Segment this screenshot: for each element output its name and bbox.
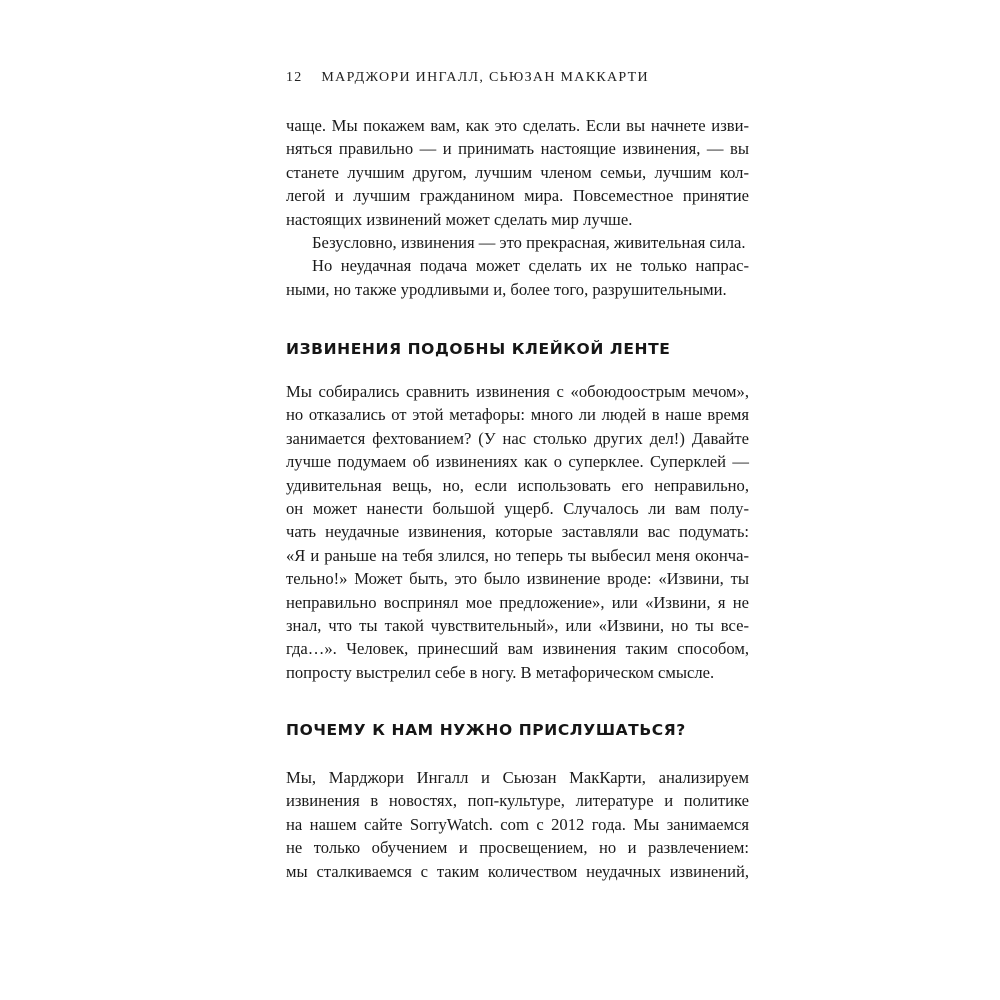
running-head-authors: МАРДЖОРИ ИНГАЛЛ, СЬЮЗАН МАККАРТИ [321, 70, 649, 85]
text-line: чаще. Мы покажем вам, как это сделать. Если вы начнете изви- [286, 116, 749, 135]
opening-text [286, 114, 749, 301]
text-line: лучше подумаем об извинениях как о суперклее. Суперклей — [286, 452, 749, 472]
text-line: на нашем сайте SorryWatch. com с 2012 года. Мы занимаемся [286, 814, 749, 834]
text-line: попросту выстрелил себе в ногу. В метафорическом смысле. [286, 662, 715, 682]
section-heading-why-listen: ПОЧЕМУ К НАМ НУЖНО ПРИСЛУШАТЬСЯ? [286, 721, 686, 739]
text-line: он может нанести большой ущерб. Случалось ли вам полу- [286, 498, 749, 518]
page-number: 12 [286, 70, 303, 85]
text-line: тельно!» Может быть, это было извинение вроде: «Извини, ты [286, 569, 749, 589]
section-why-listen-text [286, 766, 749, 883]
text-line: станете лучшим другом, лучшим членом семьи, лучшим кол- [286, 162, 749, 182]
text-line: гда…». Человек, принесший вам извинения таким способом, [286, 639, 749, 659]
section-tape-text [286, 380, 749, 684]
text-line: неправильно воспринял мое предложение», или «Извини, я не [286, 592, 749, 612]
text-line: знал, что ты такой чувствительный», или «Извини, но ты все- [286, 615, 749, 635]
text-line: Безусловно, извинения — это прекрасная, живительная сила. [312, 232, 746, 252]
text-line: занимается фехтованием? (У нас столько других дел!) Давайте [286, 428, 749, 448]
running-head [286, 70, 649, 86]
text-line: чать неудачные извинения, которые заставляли вас подумать: [286, 522, 749, 542]
text-line: Мы, Марджори Ингалл и Сьюзан МакКарти, анализируем [286, 768, 749, 787]
section-heading-tape: ИЗВИНЕНИЯ ПОДОБНЫ КЛЕЙКОЙ ЛЕНТЕ [286, 340, 671, 358]
text-line: настоящих извинений может сделать мир лучше. [286, 209, 633, 229]
text-line: Мы собирались сравнить извинения с «обоюдоострым мечом», [286, 382, 749, 401]
text-line: легой и лучшим гражданином мира. Повсеместное принятие [286, 186, 749, 206]
text-line: удивительная вещь, но, если использовать его неправильно, [286, 475, 749, 495]
text-line: ными, но также уродливыми и, более того, разрушительными. [286, 279, 727, 299]
text-line: но отказались от этой метафоры: много ли людей в наше время [286, 405, 749, 425]
text-line: не только обучением и просвещением, но и развлечением: [286, 838, 749, 858]
text-line: извинения в новостях, поп-культуре, литературе и политике [286, 791, 749, 811]
text-line: мы сталкиваемся с таким количеством неудачных извинений, [286, 861, 749, 881]
text-line: «Я и раньше на тебя злился, но теперь ты выбесил меня оконча- [286, 545, 749, 565]
text-line: няться правильно — и принимать настоящие извинения, — вы [286, 139, 749, 159]
text-line: Но неудачная подача может сделать их не только напрас- [312, 256, 749, 276]
